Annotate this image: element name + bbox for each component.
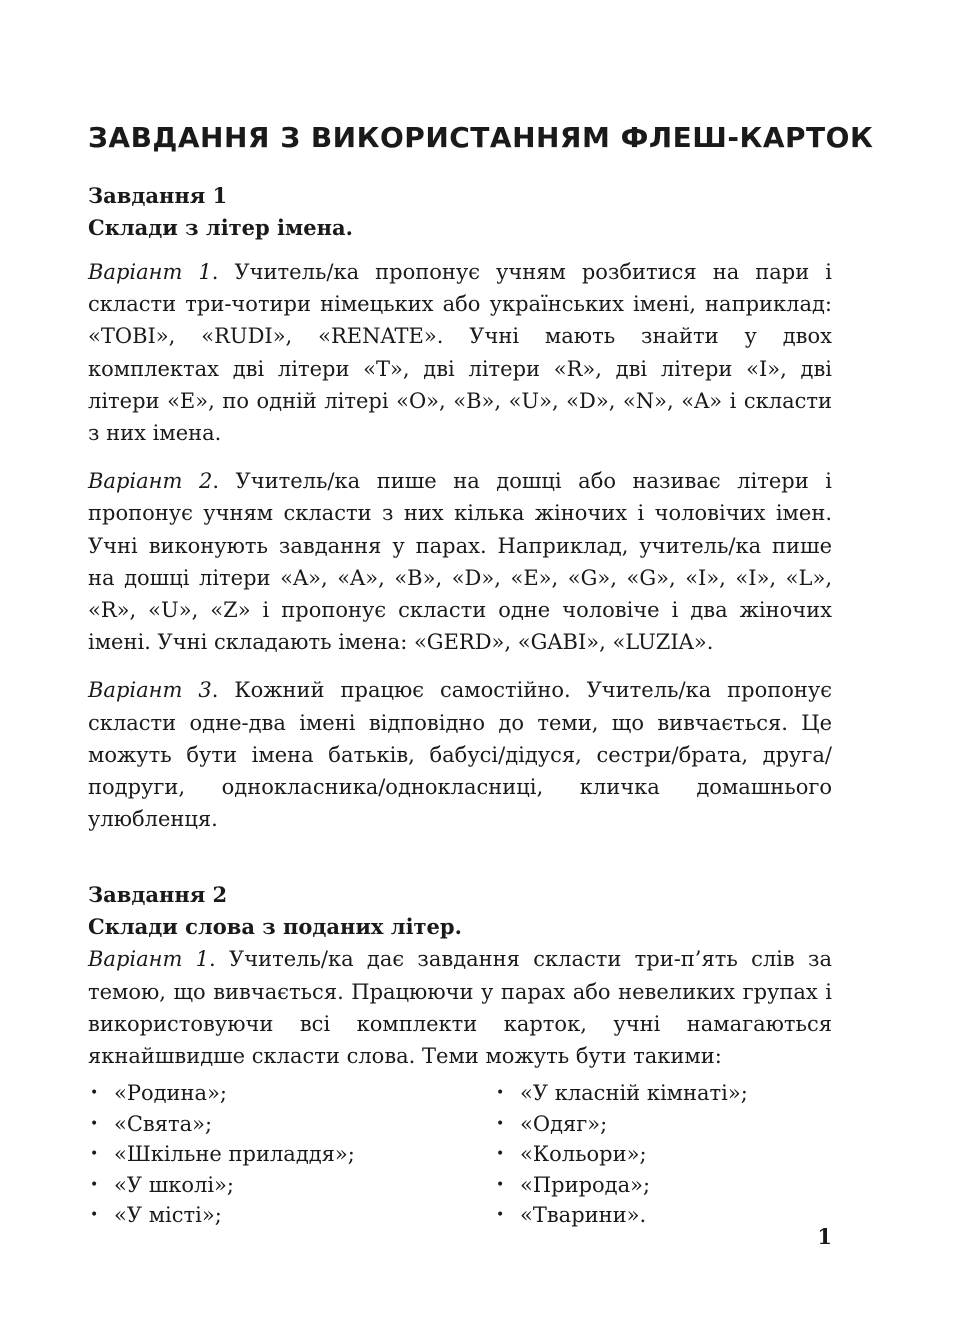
variant-paragraph	[88, 674, 832, 835]
topic-column-left	[88, 1078, 494, 1231]
variant-label: Варіант 3	[88, 678, 212, 703]
bullet-icon: •	[496, 1176, 505, 1193]
list-item: • «Тварини».	[494, 1200, 748, 1231]
document-page	[88, 118, 874, 1275]
variant-label: Варіант 1	[88, 947, 210, 972]
variant-label: Варіант 1	[88, 260, 212, 284]
bullet-icon: •	[496, 1085, 505, 1102]
list-item: • «Природа»;	[494, 1170, 748, 1201]
bullet-icon: •	[496, 1146, 505, 1163]
task-instruction: Склади слова з поданих літер.	[88, 914, 462, 940]
list-item: • «Кольори»;	[494, 1139, 748, 1170]
page-number: 1	[817, 1224, 832, 1249]
bullet-icon: •	[90, 1115, 99, 1132]
variant-text: . Кожний працює самостійно. Учитель/ка пропонує скласти одне-два імені відповідно до теми, що вивчається. Це можуть бути імена батьків, бабусі/дідуся, сестри/брата, друга/подруги, однокласника/однокласниці, кличка домашнього улюбленця.	[88, 678, 832, 832]
bullet-icon: •	[90, 1085, 99, 1102]
bullet-icon: •	[90, 1176, 99, 1193]
task-instruction: Склади з літер імена.	[88, 215, 353, 240]
topic-column-right	[494, 1078, 748, 1231]
variant-text: . Учитель/ка пише на дошці або називає літери і пропонує учням скласти з них кілька жіночих і чоловічих імен. Учні виконують завдання у парах. Наприклад, учитель/ка пише на дошці літери «A», «A», «B», «D», «E», «G», «G», «I», «I», «L», «R», «U», «Z» і пропонує скласти одне чоловіче і два жіночих імені. Учні складають імена: «GERD», «GABI», «LUZIA».	[88, 469, 832, 655]
variant-paragraph	[88, 256, 832, 449]
list-item: • «У класній кімнаті»;	[494, 1078, 748, 1109]
variant-paragraph	[88, 465, 832, 658]
variant-text: . Учитель/ка дає завдання скласти три-п’ять слів за темою, що вивчається. Працюючи у парах або невеликих групах і використовуючи всі комплекти карток, учні намагаються якнайшвидше скласти слова. Теми можуть бути такими:	[88, 947, 832, 1069]
list-item: • «У місті»;	[88, 1200, 494, 1231]
list-item: • «Одяг»;	[494, 1109, 748, 1140]
variant-paragraph	[88, 943, 832, 1072]
variant-text: . Учитель/ка пропонує учням розбитися на пари і скласти три-чотири німецьких або українських імені, наприклад: «TOBI», «RUDI», «RENATE». Учні мають знайти у двох комплектах дві літери «T», дві літери «R», дві літери «I», дві літери «E», по одній літері «O», «B», «U», «D», «N», «A» і скласти з них імена.	[88, 260, 832, 446]
list-item: • «У школі»;	[88, 1170, 494, 1201]
list-item: • «Свята»;	[88, 1109, 494, 1140]
topic-list	[88, 1078, 832, 1231]
bullet-icon: •	[90, 1146, 99, 1163]
list-item: • «Родина»;	[88, 1078, 494, 1109]
task-2	[88, 879, 832, 1230]
task-1	[88, 180, 832, 835]
page-title: ЗАВДАННЯ З ВИКОРИСТАННЯМ ФЛЕШ-КАРТОК	[88, 121, 874, 154]
bullet-icon: •	[90, 1207, 99, 1224]
bullet-icon: •	[496, 1207, 505, 1224]
bullet-icon: •	[496, 1115, 505, 1132]
variant-label: Варіант 2	[88, 469, 213, 494]
task-number: Завдання 2	[88, 882, 228, 908]
list-item: • «Шкільне приладдя»;	[88, 1139, 494, 1170]
task-number: Завдання 1	[88, 183, 228, 208]
